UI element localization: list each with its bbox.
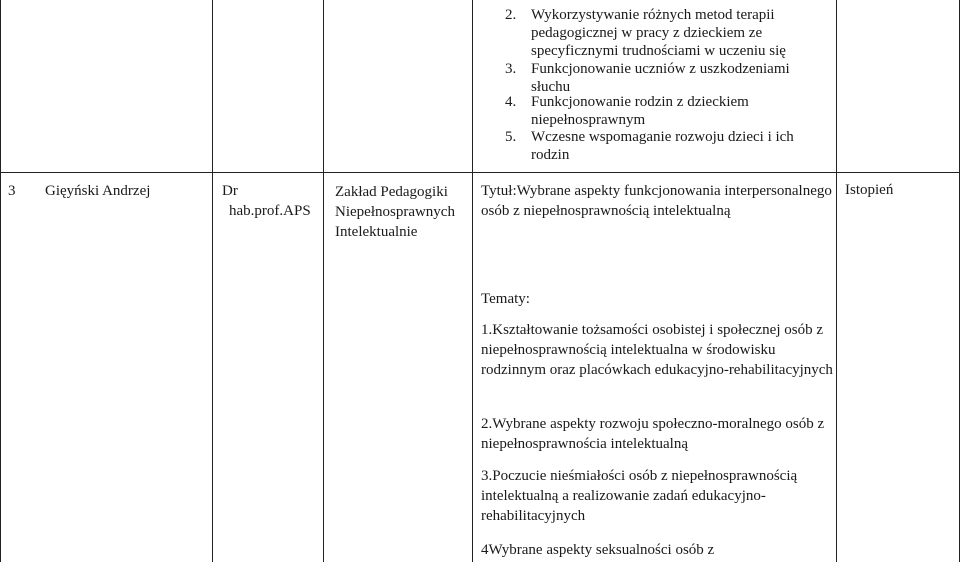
study-level: Istopień [845, 182, 894, 198]
topics-label: Tematy: [481, 291, 530, 307]
department: Zakład Pedagogiki Niepełnosprawnych Intelektualnie [335, 184, 455, 240]
col-divider [323, 0, 324, 562]
topic-paragraph: 3.Poczucie nieśmiałości osób z niepełnosprawnością intelektualną a realizowanie zadań edukacyjno-rehabilitacyjnych [481, 468, 798, 524]
topic-paragraph: 2.Wybrane aspekty rozwoju społeczno-moralnego osób z niepełnosprawnościa intelektualną [481, 416, 825, 452]
col-divider [0, 0, 1, 562]
list-text: Wczesne wspomaganie rozwoju dzieci i ich rodzin [531, 129, 794, 163]
list-number: 5. [505, 129, 517, 145]
topic-paragraph: 4Wybrane aspekty seksualności osób z [481, 542, 715, 558]
degree-line1: Dr [222, 183, 238, 199]
col-divider [836, 0, 837, 562]
row-divider [0, 172, 960, 173]
thesis-title: Tytuł:Wybrane aspekty funkcjonowania interpersonalnego osób z niepełnosprawnością intelektualną [481, 183, 832, 219]
list-text: Wykorzystywanie różnych metod terapii pedagogicznej w pracy z dzieckiem ze specyficznymi trudnościami w uczeniu się [531, 7, 786, 59]
list-number: 4. [505, 94, 517, 110]
list-number: 2. [505, 7, 517, 23]
list-text: Funkcjonowanie uczniów z uszkodzeniami słuchu [531, 61, 790, 95]
supervisor-name: Gięyński Andrzej [45, 183, 151, 199]
list-number: 3. [505, 61, 517, 77]
degree-line2: hab.prof.APS [229, 203, 311, 219]
list-text: Funkcjonowanie rodzin z dzieckiem niepełnosprawnym [531, 94, 749, 128]
col-divider [472, 0, 473, 562]
row-number: 3 [8, 183, 16, 199]
topic-paragraph: 1.Kształtowanie tożsamości osobistej i społecznej osób z niepełnosprawnością intelektualna w środowisku rodzinnym oraz placówkach edukacyjno-rehabilitacyjnych [481, 322, 833, 378]
col-divider [212, 0, 213, 562]
